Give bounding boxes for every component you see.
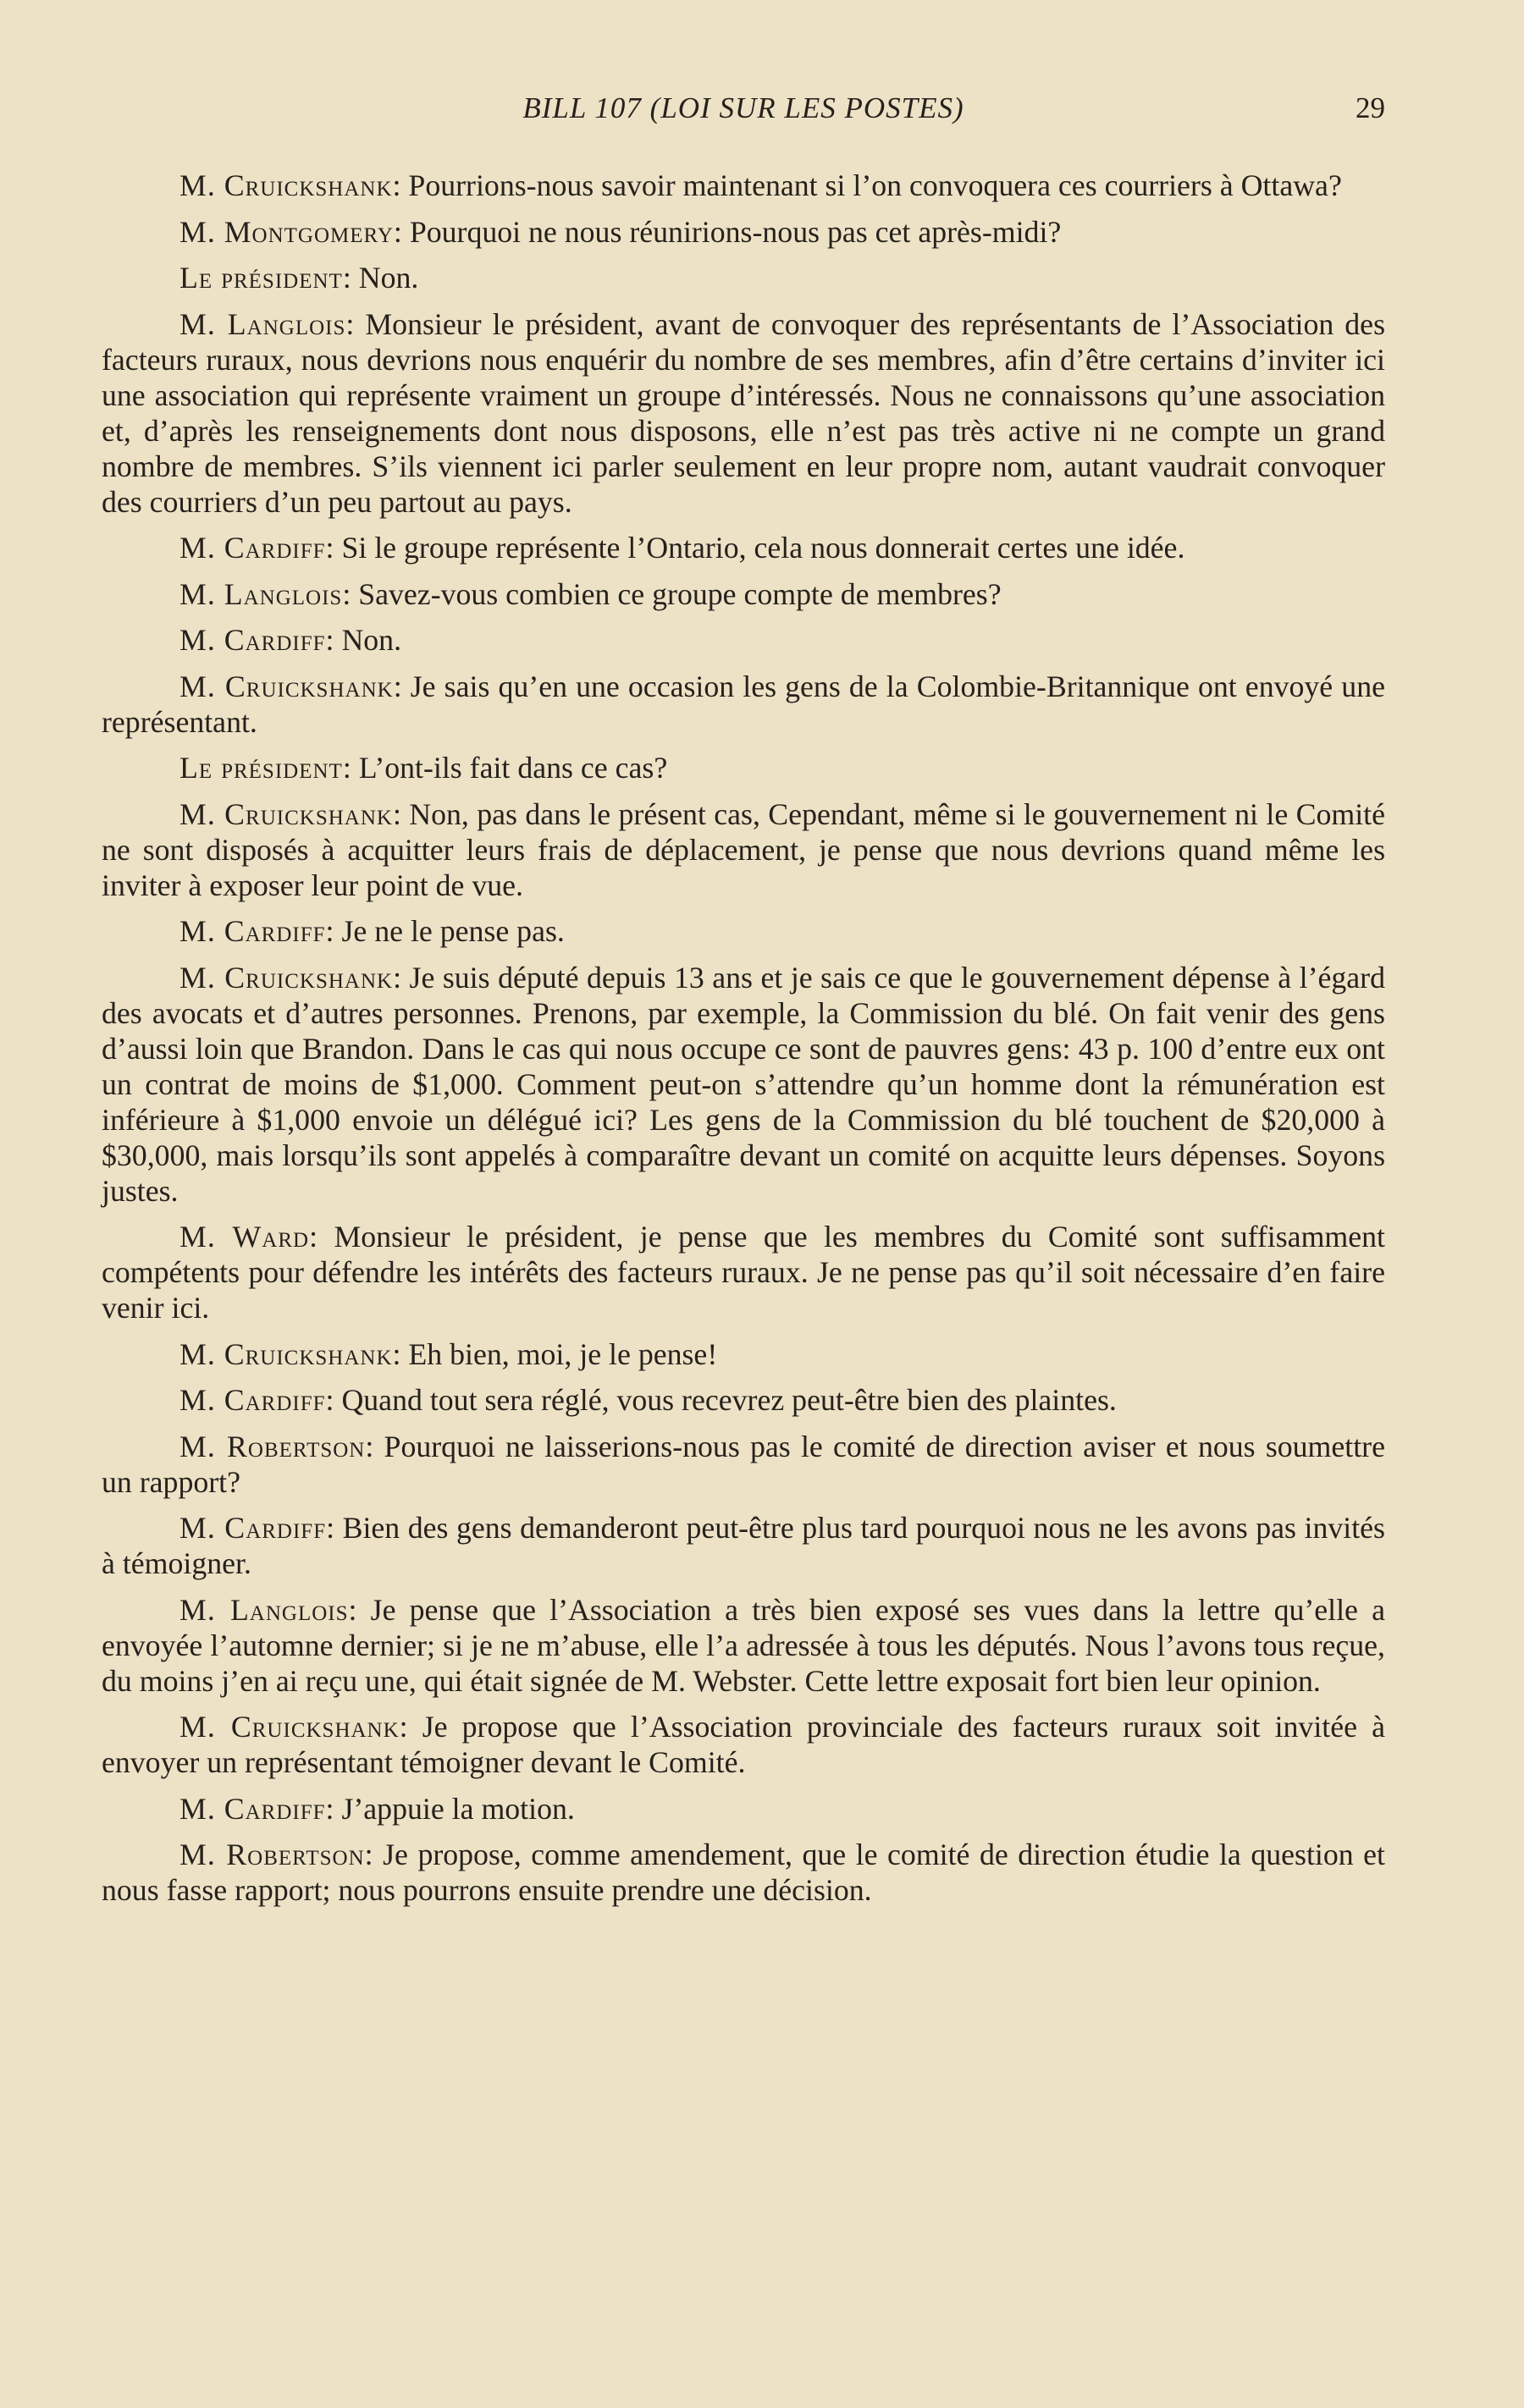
speech-text: Non. [341,623,402,657]
transcript-paragraph: Le président: Non. [179,261,419,295]
transcript-body [102,168,1385,1908]
transcript-paragraph: M. Robertson: Pourquoi ne laisserions-nous pas le comité de direction aviser et nous soumettre un rapport? [102,1429,1385,1499]
transcript-paragraph: M. Cruickshank: Je propose que l’Association provinciale des facteurs ruraux soit invitée à envoyer un représentant témoigner devant le Comité. [102,1710,1385,1779]
transcript-paragraph: M. Cruickshank: Je sais qu’en une occasion les gens de la Colombie-Britannique ont envoyé une représentant. [102,669,1385,739]
transcript-paragraph: M. Cardiff: Si le groupe représente l’Ontario, cela nous donnerait certes une idée. [179,531,1185,565]
document-page [102,83,1385,1919]
speaker-name: M. Cruickshank [179,796,393,831]
speaker-name: Le président [179,261,343,295]
speech-text: Pourquoi ne nous réunirions-nous pas cet après-midi? [409,214,1062,249]
speech-text: Quand tout sera réglé, vous recevrez peut-être bien des plaintes. [341,1383,1117,1417]
transcript-paragraph: M. Langlois: Je pense que l’Association a très bien exposé ses vues dans la lettre qu’elle a envoyée l’automne dernier; si je ne m’abuse, elle l’a adressée à tous les députés. Nous l’avons tous reçue, du moins j’en ai reçu une, qui était signée de M. Webster. Cette lettre exposait fort bien leur opinion. [102,1592,1385,1698]
speech-text: Eh bien, moi, je le pense! [408,1336,718,1371]
transcript-paragraph: M. Cruickshank: Eh bien, moi, je le pense! [179,1336,718,1371]
speaker-name: M. Langlois [179,576,343,611]
page-title: BILL 107 (LOI SUR LES POSTES) [522,91,964,124]
speaker-name: M. Ward [179,1220,310,1254]
speech-text: Je suis député depuis 13 ans et je sais ce que le gouvernement dépense à l’égard des avocats et d’autres personnes. Prenons, par exemple, la Commission du blé. On fait venir des gens d’aussi loin que Brandon. Dans le cas qui nous occupe ce sont de pauvres gens: 43 p. 100 d’entre eux ont un contrat de moins de $1,000. Comment peut-on s’attendre qu’un homme dont la rémunération est inférieure à $1,000 envoie un délégué ici? Les gens de la Commission du blé touchent de $20,000 à $30,000, mais lorsqu’ils sont appelés à comparaître devant un comité on acquitte leurs dépenses. Soyons justes. [102,960,1385,1208]
speech-text: Pourquoi ne laisserions-nous pas le comité de direction aviser et nous soumettre un rapport? [102,1429,1385,1499]
transcript-paragraph: M. Langlois: Savez-vous combien ce groupe compte de membres? [179,576,1002,611]
transcript-paragraph: M. Cardiff: Non. [179,623,402,657]
speech-text: Je propose que l’Association provinciale des facteurs ruraux soit invitée à envoyer un représentant témoigner devant le Comité. [102,1710,1385,1779]
speaker-name: M. Cruickshank [179,168,393,202]
speaker-name: M. Cardiff [179,1383,326,1417]
speaker-name: M. Langlois [179,1592,349,1627]
speech-text: Non, pas dans le présent cas, Cependant, même si le gouvernement ni le Comité ne sont disposés à acquitter leurs frais de déplacement, je pense que nous devrions quand même les inviter à exposer leur point de vue. [102,796,1385,902]
speech-text: Je propose, comme amendement, que le comité de direction étudie la question et nous fasse rapport; nous pourrons ensuite prendre une décision. [102,1838,1385,1907]
transcript-paragraph: M. Montgomery: Pourquoi ne nous réunirions-nous pas cet après-midi? [179,214,1062,249]
transcript-paragraph: M. Langlois: Monsieur le président, avant de convoquer des représentants de l’Association des facteurs ruraux, nous devrions nous enquérir du nombre de ses membres, afin d’être certains d’inviter ici une association qui représente vraiment un groupe d’intéressés. Nous ne connaissons qu’une association et, d’après les renseignements dont nous disposons, elle n’est pas très active ni ne compte un grand nombre de membres. S’ils viennent ici parler seulement en leur propre nom, autant vaudrait convoquer des courriers d’un peu partout au pays. [102,306,1386,519]
speaker-name: M. Cruickshank [179,1336,393,1371]
transcript-paragraph: M. Cardiff: Bien des gens demanderont peut-être plus tard pourquoi nous ne les avons pas invités à témoigner. [102,1511,1385,1580]
speaker-name: M. Cruickshank [179,1710,400,1744]
speech-text: Monsieur le président, je pense que les membres du Comité sont suffisamment compétents pour défendre les intérêts des facteurs ruraux. Je ne pense pas qu’il soit nécessaire d’en faire venir ici. [102,1220,1385,1325]
transcript-paragraph: M. Cruickshank: Non, pas dans le présent cas, Cependant, même si le gouvernement ni le Comité ne sont disposés à acquitter leurs frais de déplacement, je pense que nous devrions quand même les inviter à exposer leur point de vue. [102,796,1385,902]
transcript-paragraph: M. Robertson: Je propose, comme amendement, que le comité de direction étudie la question et nous fasse rapport; nous pourrons ensuite prendre une décision. [102,1838,1385,1907]
speaker-name: M. Cruickshank [179,669,394,703]
speech-text: Bien des gens demanderont peut-être plus tard pourquoi nous ne les avons pas invités à témoigner. [102,1511,1385,1580]
speaker-name: Le président [179,751,343,785]
speech-text: Si le groupe représente l’Ontario, cela nous donnerait certes une idée. [341,531,1185,565]
transcript-paragraph: M. Cardiff: Je ne le pense pas. [179,914,565,948]
speaker-name: M. Montgomery [179,214,394,249]
running-head [102,83,1385,134]
speech-text: Savez-vous combien ce groupe compte de membres? [358,576,1002,611]
transcript-paragraph: M. Cruickshank: Je suis député depuis 13 ans et je sais ce que le gouvernement dépense à l’égard des avocats et d’autres personnes. Prenons, par exemple, la Commission du blé. On fait venir des gens d’aussi loin que Brandon. Dans le cas qui nous occupe ce sont de pauvres gens: 43 p. 100 d’entre eux ont un contrat de moins de $1,000. Comment peut-on s’attendre qu’un homme dont la rémunération est inférieure à $1,000 envoie un délégué ici? Les gens de la Commission du blé touchent de $20,000 à $30,000, mais lorsqu’ils sont appelés à comparaître devant un comité on acquitte leurs dépenses. Soyons justes. [102,960,1385,1208]
speech-text: Je sais qu’en une occasion les gens de la Colombie-Britannique ont envoyé une représentant. [102,669,1385,739]
speaker-name: M. Cruickshank [179,960,394,995]
speaker-name: M. Cardiff [179,1511,327,1545]
speech-text: Je ne le pense pas. [341,914,565,948]
speech-text: Je pense que l’Association a très bien exposé ses vues dans la lettre qu’elle a envoyée l’automne dernier; si je ne m’abuse, elle l’a adressée à tous les députés. Nous l’avons tous reçue, du moins j’en ai reçu une, qui était signée de M. Webster. Cette lettre exposait fort bien leur opinion. [102,1592,1385,1698]
speaker-name: M. Cardiff [179,531,326,565]
speech-text: L’ont-ils fait dans ce cas? [358,751,668,785]
speaker-name: M. Cardiff [179,1791,326,1826]
transcript-paragraph: M. Cardiff: Quand tout sera réglé, vous recevrez peut-être bien des plaintes. [179,1383,1117,1417]
speech-text: Monsieur le président, avant de convoquer des représentants de l’Association des facteurs ruraux, nous devrions nous enquérir du nombre de ses membres, afin d’être certains d’inviter ici une association qui représente vraiment un groupe d’intéressés. Nous ne connaissons qu’une association et, d’après les renseignements dont nous disposons, elle n’est pas très active ni ne compte un grand nombre de membres. S’ils viennent ici parler seulement en leur propre nom, autant vaudrait convoquer des courriers d’un peu partout au pays. [102,306,1386,519]
speaker-name: M. Cardiff [179,623,326,657]
transcript-paragraph: M. Cruickshank: Pourrions-nous savoir maintenant si l’on convoquera ces courriers à Ottawa? [179,168,1342,202]
speaker-name: M. Cardiff [179,914,326,948]
speaker-name: M. Robertson [179,1838,365,1871]
speech-text: Pourrions-nous savoir maintenant si l’on convoquera ces courriers à Ottawa? [408,168,1342,202]
transcript-paragraph: Le président: L’ont-ils fait dans ce cas? [179,751,668,785]
page-number: 29 [1356,91,1385,124]
transcript-paragraph: M. Cardiff: J’appuie la motion. [179,1791,575,1826]
speaker-name: M. Langlois [179,306,346,341]
speech-text: Non. [358,261,419,295]
speech-text: J’appuie la motion. [341,1791,575,1826]
speaker-name: M. Robertson [179,1429,366,1463]
transcript-paragraph: M. Ward: Monsieur le président, je pense que les membres du Comité sont suffisamment compétents pour défendre les intérêts des facteurs ruraux. Je ne pense pas qu’il soit nécessaire d’en faire venir ici. [102,1220,1385,1325]
